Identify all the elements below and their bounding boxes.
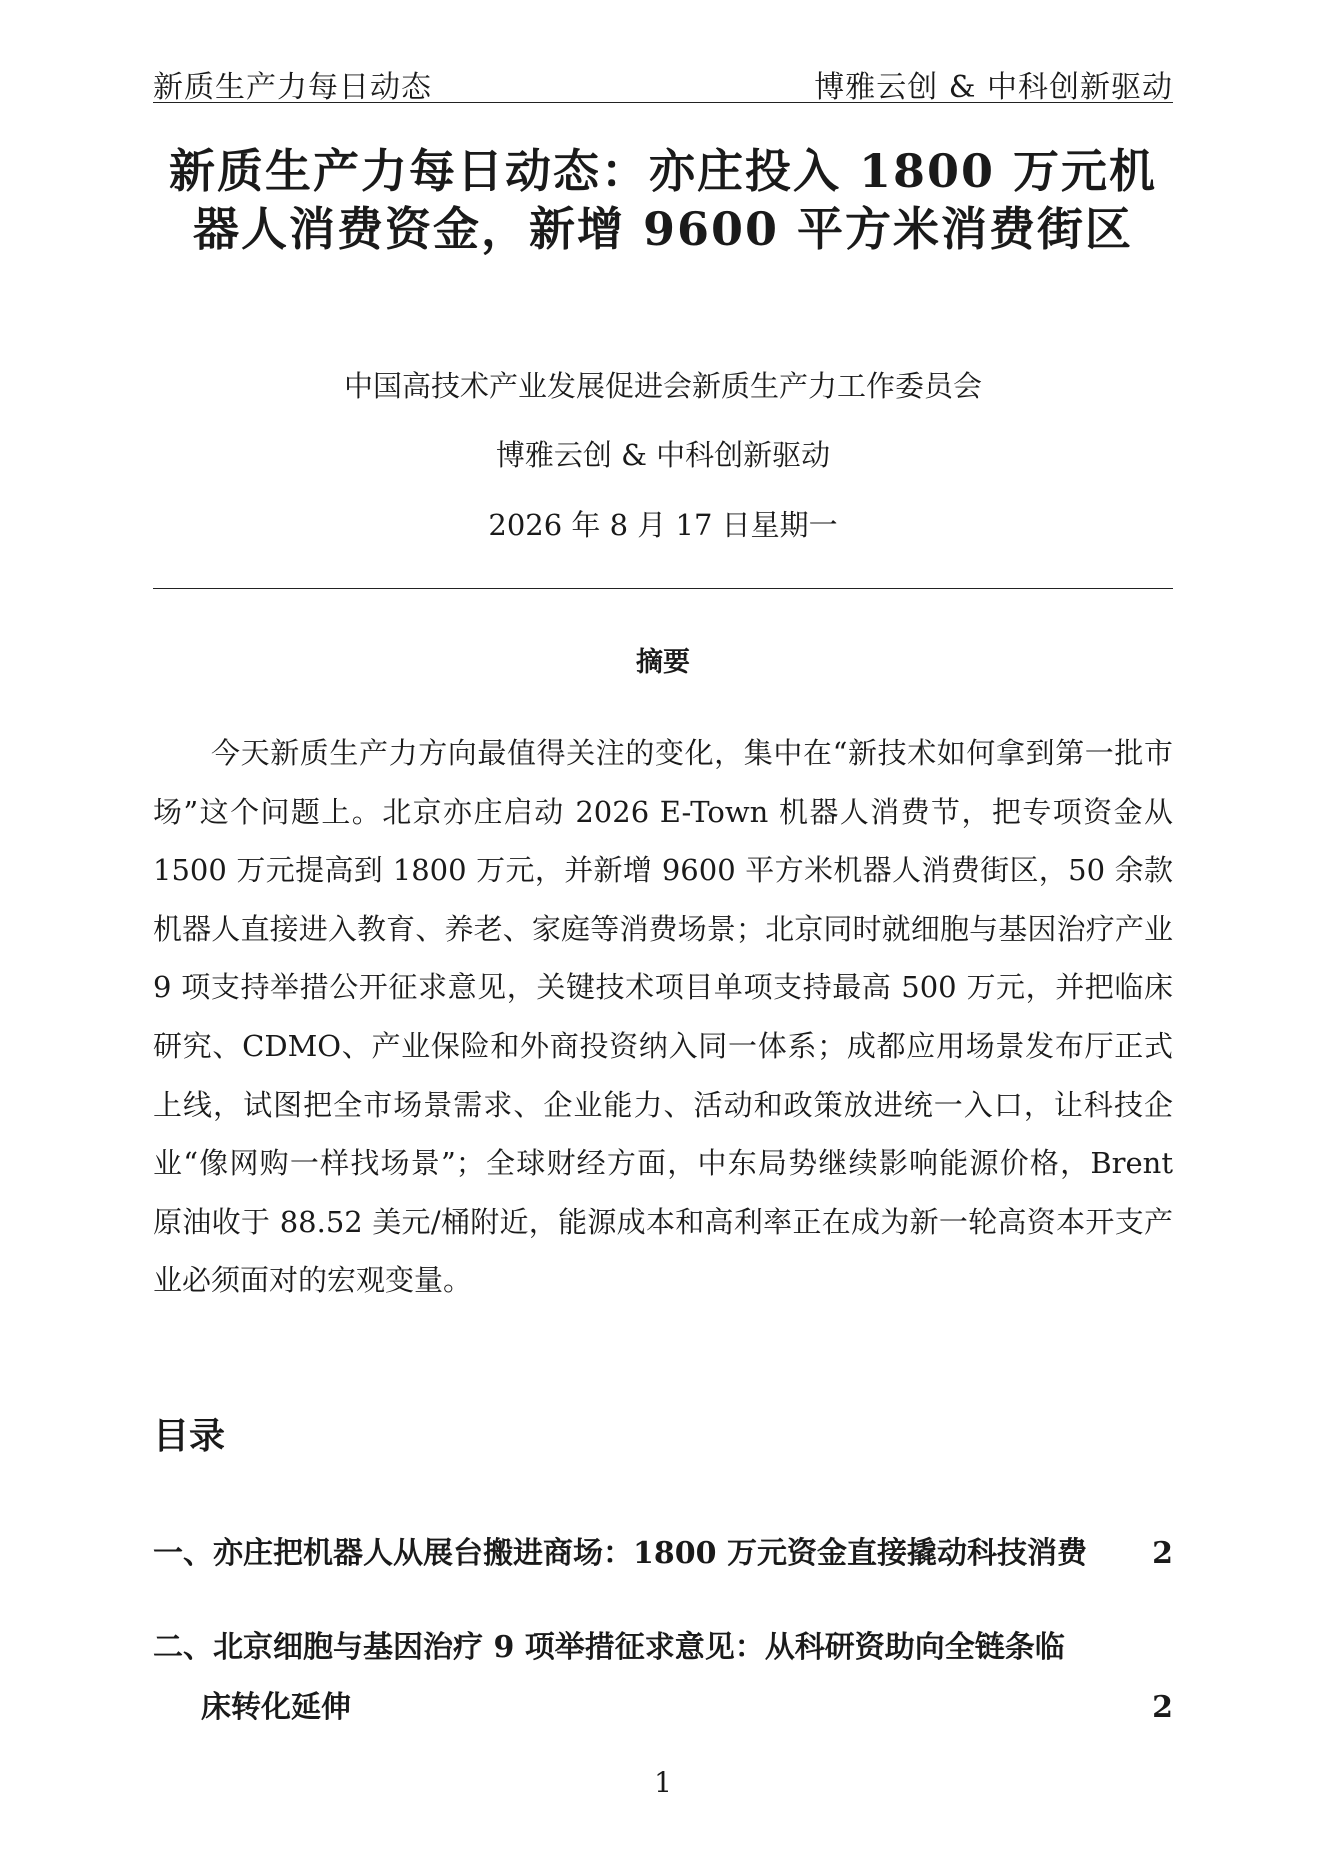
- toc-entry-text[interactable]: 二、北京细胞与基因治疗 9 项举措征求意见：从科研资助向全链条临: [153, 1630, 1065, 1665]
- toc-entry[interactable]: [153, 1618, 1173, 1738]
- page-number: 1: [654, 1766, 672, 1799]
- author-organization: 中国高技术产业发展促进会新质生产力工作委员会: [343, 369, 982, 403]
- toc-entry-text-continued[interactable]: 床转化延伸: [201, 1690, 351, 1725]
- header-left-text: 新质生产力每日动态: [153, 70, 432, 105]
- abstract-heading: 摘要: [636, 647, 690, 678]
- title-divider: [153, 588, 1173, 589]
- toc-entry[interactable]: [153, 1524, 1173, 1584]
- toc-title: 目录: [153, 1415, 226, 1457]
- running-header: [153, 60, 1173, 103]
- toc-entry-page[interactable]: 2: [1152, 1536, 1173, 1571]
- toc-entry-text[interactable]: 一、亦庄把机器人从展台搬进商场：1800 万元资金直接撬动科技消费: [153, 1536, 1087, 1571]
- abstract-body: 今天新质生产力方向最值得关注的变化，集中在“新技术如何拿到第一批市场”这个问题上。北京亦庄启动 2026 E-Town 机器人消费节，把专项资金从 1500 万元提高到 1800 万元，并新增 9600 平方米机器人消费街区，50 余款机器人直接进入教育、养老、家庭等消费场景；北京同时就细胞与基因治疗产业 9 项支持举措公开征求意见，关键技术项目单项支持最高 500 万元，并把临床研究、CDMO、产业保险和外商投资纳入同一体系；成都应用场景发布厅正式上线，试图把全市场景需求、企业能力、活动和政策放进统一入口，让科技企业“像网购一样找场景”；全球财经方面，中东局势继续影响能源价格，Brent 原油收于 88.52 美元/桶附近，能源成本和高利率正在成为新一轮高资本开支产业必须面对的宏观变量。: [153, 736, 1173, 1298]
- publish-date: 2026 年 8 月 17 日星期一: [488, 508, 838, 542]
- toc-entry-page[interactable]: 2: [1152, 1690, 1173, 1725]
- publisher: 博雅云创 & 中科创新驱动: [495, 438, 831, 472]
- header-right-text: 博雅云创 & 中科创新驱动: [814, 70, 1173, 105]
- document-title: 新质生产力每日动态：亦庄投入 1800 万元机器人消费资金，新增 9600 平方米消费街区: [168, 144, 1158, 256]
